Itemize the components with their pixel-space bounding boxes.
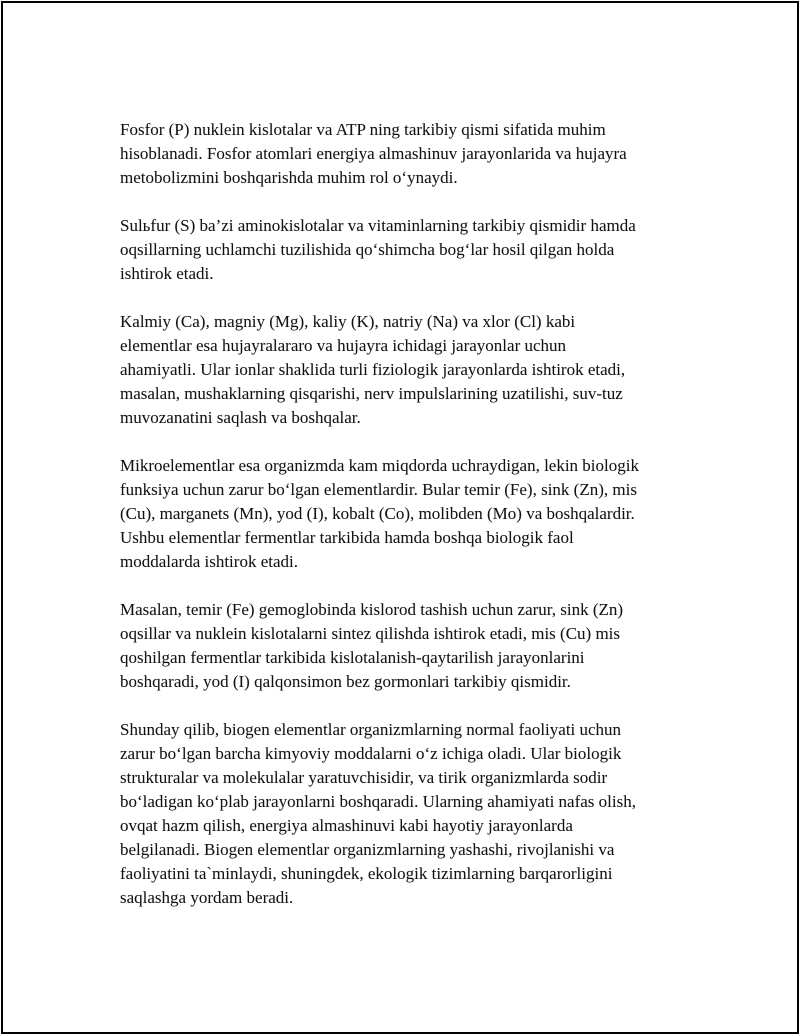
text-line: moddalarda ishtirok etadi. <box>120 552 298 571</box>
page-border <box>1 1 799 1034</box>
text-line: ahamiyatli. Ular ionlar shaklida turli fiziologik jarayonlarda ishtirok etadi, <box>120 360 626 379</box>
text-line: ishtirok etadi. <box>120 264 214 283</box>
text-line: metobolizmini boshqarishda muhim rol o‘ynaydi. <box>120 168 458 187</box>
text-line: Shunday qilib, biogen elementlar organizmlarning normal faoliyati uchun <box>120 720 622 739</box>
document-body <box>120 118 700 934</box>
text-line: hisoblanadi. Fosfor atomlari energiya almashinuv jarayonlarida va hujayra <box>120 144 627 163</box>
text-line: oqsillar va nuklein kislotalarni sintez qilishda ishtirok etadi, mis (Cu) mis <box>120 624 621 643</box>
text-line: Ushbu elementlar fermentlar tarkibida hamda boshqa biologik faol <box>120 528 574 547</box>
text-line: bo‘ladigan ko‘plab jarayonlarni boshqaradi. Ularning ahamiyati nafas olish, <box>120 792 636 811</box>
text-line: muvozanatini saqlash va boshqalar. <box>120 408 361 427</box>
text-line: Fosfor (P) nuklein kislotalar va ATP ning tarkibiy qismi sifatida muhim <box>120 120 606 139</box>
paragraph-microelements <box>120 454 700 574</box>
paragraph-conclusion <box>120 718 700 910</box>
text-line: boshqaradi, yod (I) qalqonsimon bez gormonlari tarkibiy qismidir. <box>120 672 571 691</box>
text-line: strukturalar va molekulalar yaratuvchisidir, va tirik organizmlarda sodir <box>120 768 608 787</box>
paragraph-macroelements <box>120 310 700 430</box>
text-line: masalan, mushaklarning qisqarishi, nerv impulslarining uzatilishi, suv-tuz <box>120 384 623 403</box>
text-line: saqlashga yordam beradi. <box>120 888 294 907</box>
paragraph-examples <box>120 598 700 694</box>
text-line: belgilanadi. Biogen elementlar organizmlarning yashashi, rivojlanishi va <box>120 840 615 859</box>
paragraph-sulfur <box>120 214 700 286</box>
text-line: (Cu), marganets (Mn), yod (I), kobalt (Co), molibden (Mo) va boshqalardir. <box>120 504 635 523</box>
text-line: zarur bo‘lgan barcha kimyoviy moddalarni o‘z ichiga oladi. Ular biologik <box>120 744 622 763</box>
text-line: Mikroelementlar esa organizmda kam miqdorda uchraydigan, lekin biologik <box>120 456 639 475</box>
text-line: Kalmiy (Ca), magniy (Mg), kaliy (K), natriy (Na) va xlor (Cl) kabi <box>120 312 576 331</box>
text-line: Masalan, temir (Fe) gemoglobinda kislorod tashish uchun zarur, sink (Zn) <box>120 600 624 619</box>
text-line: elementlar esa hujayralararo va hujayra ichidagi jarayonlar uchun <box>120 336 567 355</box>
text-line: oqsillarning uchlamchi tuzilishida qo‘shimcha bog‘lar hosil qilgan holda <box>120 240 615 259</box>
text-line: funksiya uchun zarur bo‘lgan elementlardir. Bular temir (Fe), sink (Zn), mis <box>120 480 637 499</box>
text-line: qoshilgan fermentlar tarkibida kislotalanish-qaytarilish jarayonlarini <box>120 648 585 667</box>
paragraph-phosphorus <box>120 118 700 190</box>
text-line: faoliyatini ta`minlaydi, shuningdek, ekologik tizimlarning barqarorligini <box>120 864 613 883</box>
text-line: ovqat hazm qilish, energiya almashinuvi kabi hayotiy jarayonlarda <box>120 816 573 835</box>
text-line: Sulьfur (S) ba’zi aminokislotalar va vitaminlarning tarkibiy qismidir hamda <box>120 216 636 235</box>
